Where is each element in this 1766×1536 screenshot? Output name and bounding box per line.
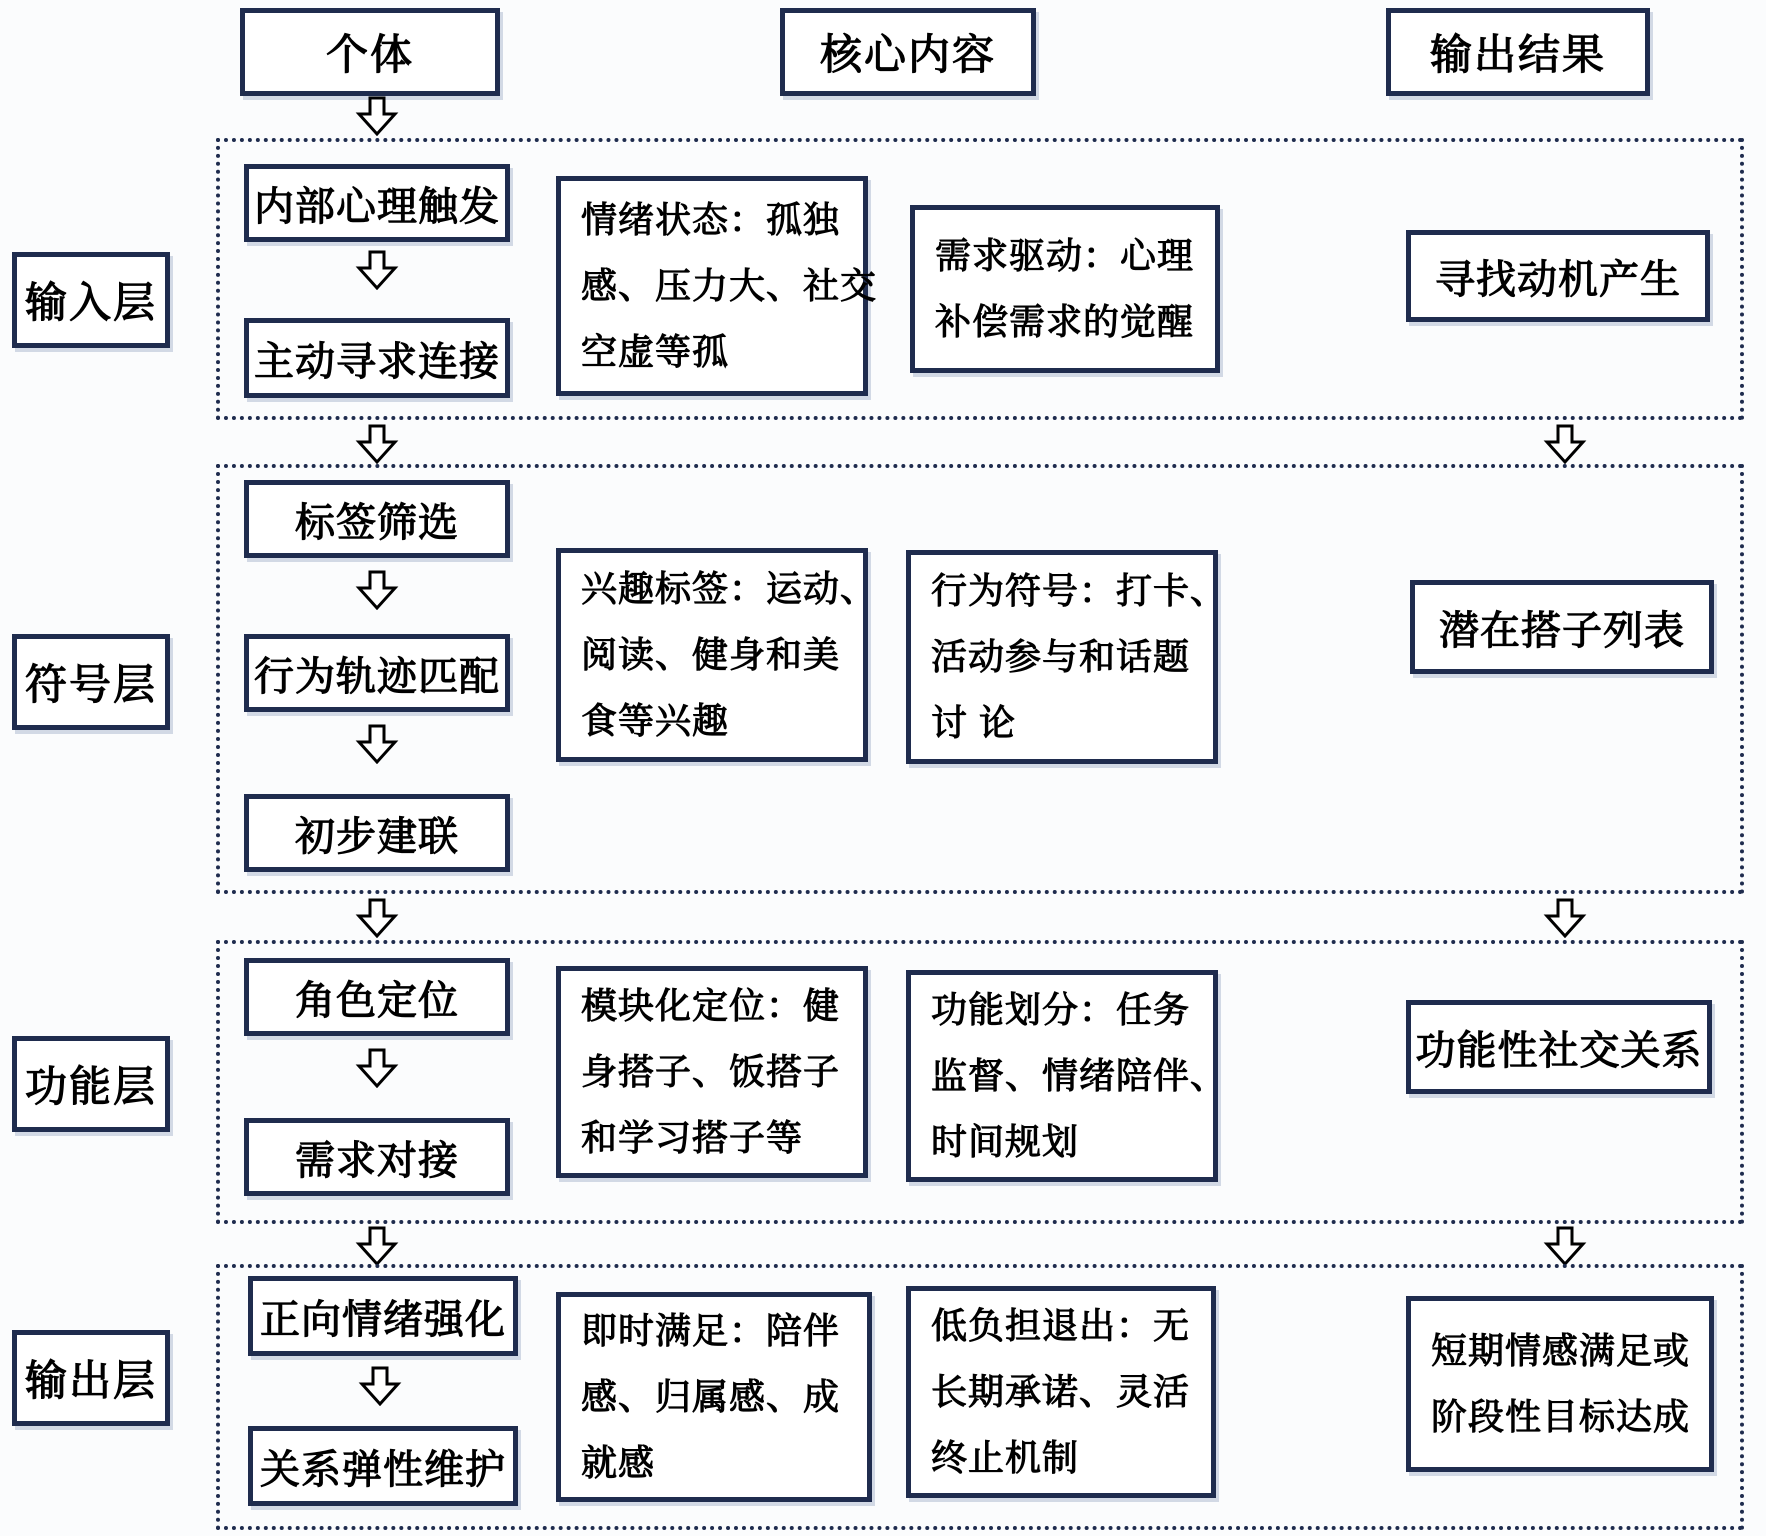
text-line: 感、压力大、社交 bbox=[581, 265, 878, 306]
text-line: 感、归属感、成 bbox=[581, 1376, 841, 1417]
down-arrow-icon bbox=[355, 96, 399, 136]
core-box-modular-position bbox=[556, 966, 868, 1178]
header-individual: 个体 bbox=[240, 8, 500, 96]
core-box-instant-satisfaction bbox=[556, 1292, 872, 1502]
core-box-behavior-symbols bbox=[906, 550, 1228, 764]
text-line: 长期承诺、灵活 bbox=[931, 1371, 1191, 1412]
flow-box-internal-trigger: 内部心理触发 bbox=[244, 164, 510, 242]
down-arrow-icon bbox=[1543, 1226, 1587, 1266]
flow-box-positive-emotion: 正向情绪强化 bbox=[248, 1276, 518, 1356]
flow-box-initial-connect: 初步建联 bbox=[244, 794, 510, 872]
down-arrow-icon bbox=[355, 724, 399, 764]
text-line: 行为符号：打卡、 bbox=[931, 570, 1228, 611]
layer-label-output: 输出层 bbox=[12, 1330, 170, 1426]
flow-box-behavior-match: 行为轨迹匹配 bbox=[244, 634, 510, 712]
core-box-interest-tags bbox=[556, 548, 878, 762]
layer-label-function: 功能层 bbox=[12, 1036, 170, 1132]
text-line: 时间规划 bbox=[931, 1121, 1080, 1162]
text-line: 即时满足：陪伴 bbox=[581, 1310, 841, 1351]
text-line: 讨 论 bbox=[931, 702, 1017, 743]
down-arrow-icon bbox=[355, 1226, 399, 1266]
flow-box-seek-connection: 主动寻求连接 bbox=[244, 318, 510, 398]
core-box-emotional-state bbox=[556, 176, 878, 396]
text-line: 就感 bbox=[581, 1442, 656, 1483]
text-line: 食等兴趣 bbox=[581, 700, 730, 741]
down-arrow-icon bbox=[1543, 898, 1587, 938]
header-core-content: 核心内容 bbox=[780, 8, 1036, 96]
text-line: 模块化定位：健 bbox=[581, 985, 841, 1026]
text-line: 阶段性目标达成 bbox=[1431, 1396, 1691, 1437]
text-line: 需求驱动：心理 bbox=[935, 235, 1195, 276]
result-box-seek-motivation: 寻找动机产生 bbox=[1406, 230, 1710, 322]
down-arrow-icon bbox=[355, 570, 399, 610]
layer-label-input: 输入层 bbox=[12, 252, 170, 348]
down-arrow-icon bbox=[355, 250, 399, 290]
text-line: 身搭子、饭搭子 bbox=[581, 1051, 841, 1092]
down-arrow-icon bbox=[355, 1048, 399, 1088]
text-line: 空虚等孤 bbox=[581, 331, 730, 372]
flow-box-relation-maintain: 关系弹性维护 bbox=[248, 1426, 518, 1506]
down-arrow-icon bbox=[355, 898, 399, 938]
flow-box-demand-match: 需求对接 bbox=[244, 1118, 510, 1196]
text-line: 阅读、健身和美 bbox=[581, 634, 841, 675]
text-line: 兴趣标签：运动、 bbox=[581, 568, 878, 609]
text-line: 短期情感满足或 bbox=[1431, 1330, 1691, 1371]
core-box-low-burden-exit bbox=[906, 1286, 1216, 1498]
core-box-demand-driven bbox=[910, 205, 1220, 373]
text-line: 终止机制 bbox=[931, 1437, 1080, 1478]
down-arrow-icon bbox=[1543, 424, 1587, 464]
text-line: 功能划分：任务 bbox=[931, 989, 1191, 1030]
result-box-short-term-satisfaction bbox=[1406, 1296, 1714, 1472]
down-arrow-icon bbox=[355, 424, 399, 464]
text-line: 活动参与和话题 bbox=[931, 636, 1191, 677]
text-line: 情绪状态：孤独 bbox=[581, 199, 841, 240]
core-box-function-division bbox=[906, 970, 1228, 1182]
result-box-potential-partner-list: 潜在搭子列表 bbox=[1410, 580, 1714, 674]
layer-label-symbol: 符号层 bbox=[12, 634, 170, 730]
text-line: 低负担退出：无 bbox=[931, 1305, 1191, 1346]
text-line: 补偿需求的觉醒 bbox=[935, 301, 1195, 342]
header-output-result: 输出结果 bbox=[1386, 8, 1650, 96]
text-line: 监督、情绪陪伴、 bbox=[931, 1055, 1228, 1096]
flow-box-role-position: 角色定位 bbox=[244, 958, 510, 1036]
result-box-functional-social-relation: 功能性社交关系 bbox=[1406, 1000, 1712, 1094]
flow-box-tag-filter: 标签筛选 bbox=[244, 480, 510, 558]
text-line: 和学习搭子等 bbox=[581, 1117, 804, 1158]
down-arrow-icon bbox=[358, 1366, 402, 1406]
